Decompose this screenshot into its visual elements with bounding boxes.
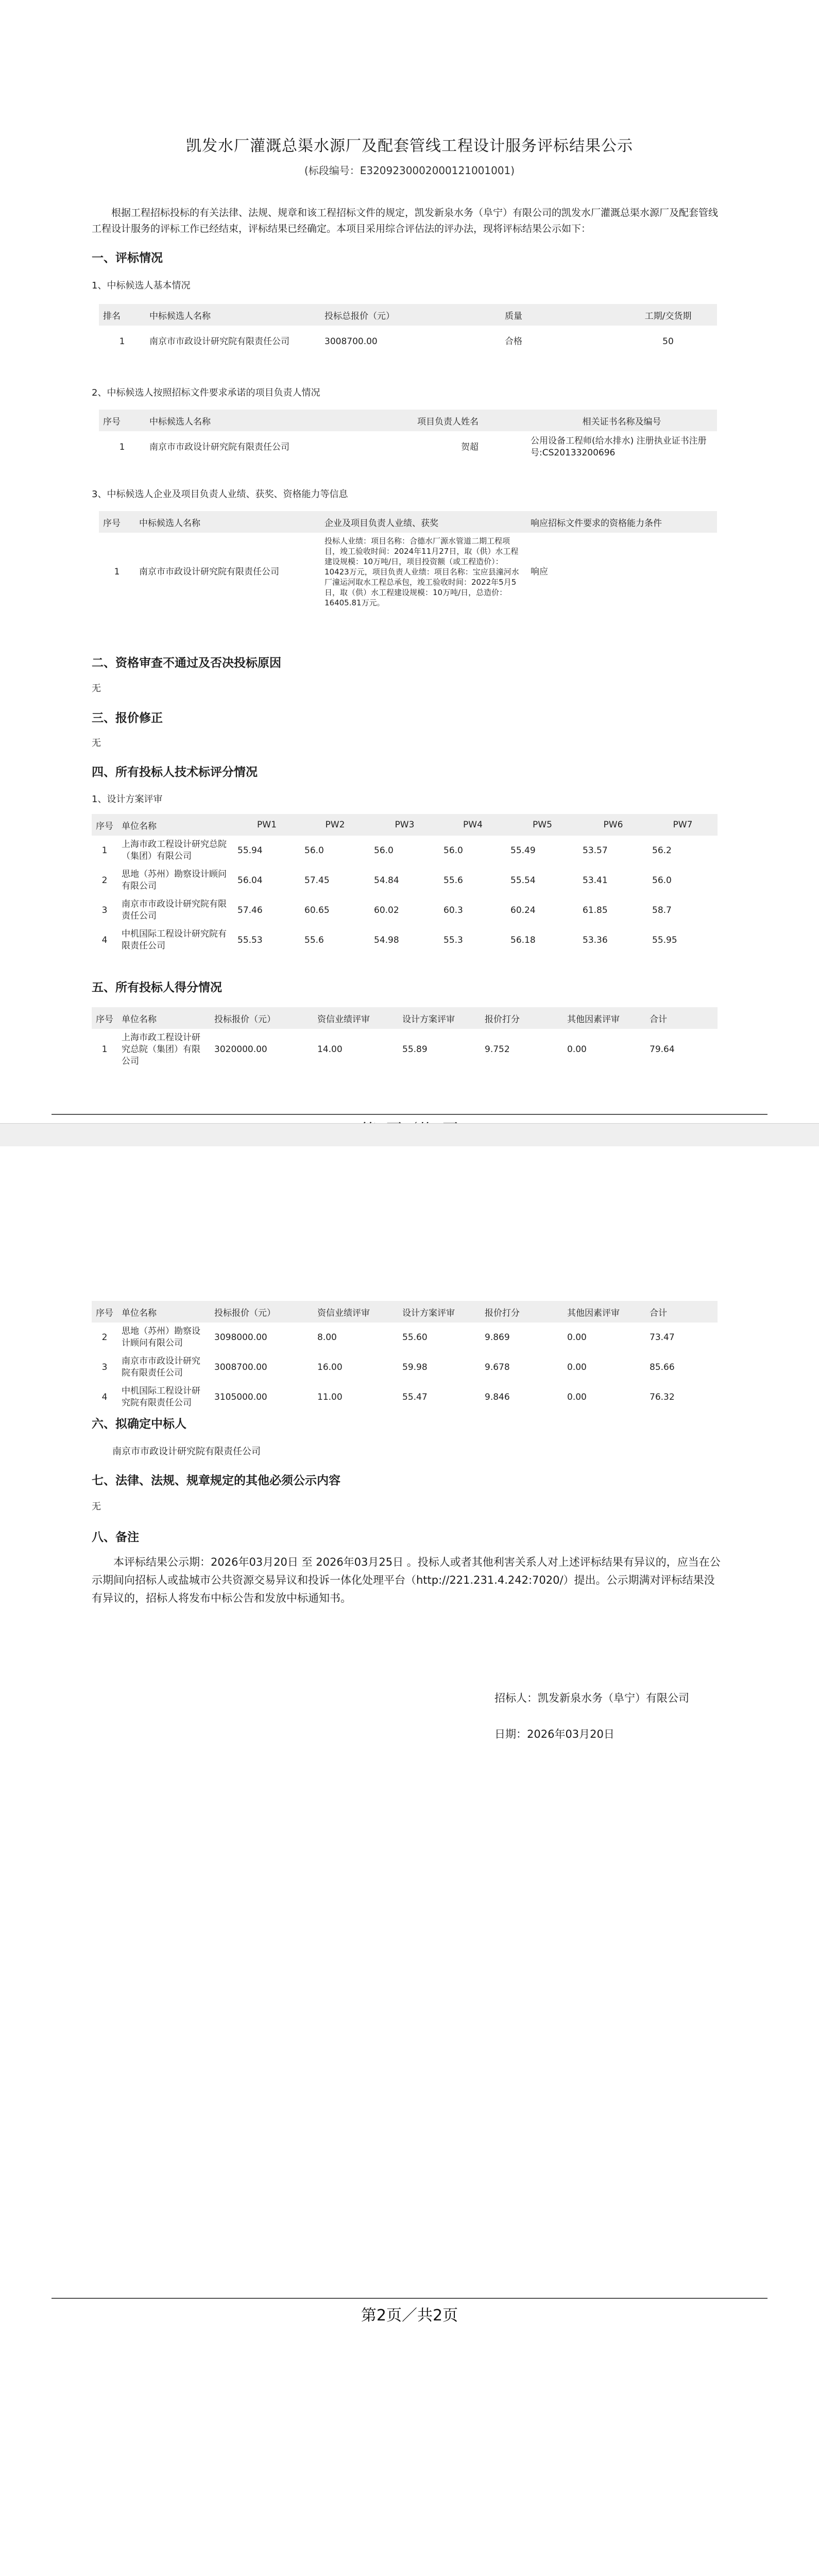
cell: 0.00 (567, 1362, 587, 1372)
project-leader-table (99, 410, 717, 463)
cell: 56.0 (443, 845, 463, 856)
cell: 南京市市政设计研究院有限责任公司 (122, 899, 227, 921)
col-header: 单位名称 (117, 1007, 210, 1029)
col-header: 项目负责人姓名 (413, 410, 526, 431)
col-header: 质量 (501, 304, 619, 326)
col-header: 中标候选人名称 (135, 511, 320, 533)
cell: 南京市市政设计研究院有限责任公司 (149, 336, 289, 347)
col-header: 序号 (92, 1007, 117, 1029)
col-header: 序号 (99, 410, 145, 431)
cell: 3 (101, 1362, 108, 1372)
cell: 中机国际工程设计研究院有限责任公司 (122, 929, 227, 951)
cell: 3020000.00 (214, 1044, 267, 1055)
cell: 1 (114, 566, 120, 577)
cell: 3008700.00 (214, 1362, 267, 1372)
col-header: 序号 (92, 814, 117, 836)
cell: 2 (101, 1332, 108, 1343)
cell: 3098000.00 (214, 1332, 267, 1343)
col-header: PW7 (648, 814, 718, 836)
page-separator (0, 1123, 819, 1147)
cell: 73.47 (650, 1332, 675, 1343)
col-header: 序号 (92, 1301, 117, 1323)
cell: 8.00 (317, 1332, 337, 1343)
page-1 (0, 0, 819, 1123)
cell: 57.46 (237, 905, 263, 916)
col-header: 资信业绩评审 (313, 1301, 398, 1323)
col-header: PW1 (233, 814, 300, 836)
table-row (92, 895, 718, 925)
section-2-heading: 二、资格审查不通过及否决投标原因 (92, 656, 281, 670)
cell: 南京市市政设计研究院有限责任公司 (122, 1356, 200, 1378)
cell: 公用设备工程师(给水排水) 注册执业证书注册号:CS20133200696 (531, 436, 707, 458)
cell: 投标人业绩：项目名称：合德水厂源水管道二期工程项目，竣工验收时间：2024年11月27日，取（供）水工程建设规模：10万吨/日，项目投资额（或工程造价）：10423万元，项目负责人业绩：项目名称：宝应县潼河水厂潼运河取水工程总承包，竣工验收时间：2022年5月5日，取（供）水工程建设规模：10万吨/日，总造价：16405.81万元。 (325, 536, 519, 607)
col-header: PW4 (439, 814, 506, 836)
table-row (92, 1029, 718, 1071)
cell: 响应 (531, 566, 548, 577)
col-header: 单位名称 (117, 1301, 210, 1323)
bid-number: (标段编号：E3209230002000121001001) (304, 164, 515, 177)
cell: 上海市政工程设计研究总院（集团）有限公司 (122, 1032, 200, 1066)
cell: 54.84 (374, 875, 399, 886)
page-2 (0, 1146, 819, 2326)
cell: 思地（苏州）勘察设计顾问有限公司 (122, 869, 227, 891)
col-header: 投标报价（元） (210, 1007, 313, 1029)
cell: 1 (101, 845, 108, 856)
cell: 59.98 (402, 1362, 428, 1372)
col-header: PW3 (370, 814, 439, 836)
section-1-heading: 一、评标情况 (92, 251, 163, 265)
section-1-sub-1: 1、中标候选人基本情况 (92, 280, 191, 291)
col-header: 响应招标文件要求的资格能力条件 (526, 511, 717, 533)
cell: 55.89 (402, 1044, 428, 1055)
col-header: 排名 (99, 304, 145, 326)
table-row (92, 925, 718, 955)
cell: 60.3 (443, 905, 463, 916)
col-header: 工期/交货期 (619, 304, 717, 326)
col-header: 中标候选人名称 (145, 304, 320, 326)
cell: 思地（苏州）勘察设计顾问有限公司 (122, 1326, 200, 1348)
section-1-sub-2: 2、中标候选人按照招标文件要求承诺的项目负责人情况 (92, 387, 320, 398)
section-5-heading: 五、所有投标人得分情况 (92, 981, 222, 994)
cell: 南京市市政设计研究院有限责任公司 (139, 566, 279, 577)
col-header: 其他因素评审 (563, 1301, 645, 1323)
table-row (99, 326, 717, 358)
table-row (99, 533, 717, 611)
cell: 3 (101, 905, 108, 916)
table-row (99, 431, 717, 463)
cell: 55.49 (510, 845, 536, 856)
col-header: 资信业绩评审 (313, 1007, 398, 1029)
cell: 55.6 (304, 935, 324, 945)
section-3-text: 无 (92, 738, 101, 749)
table-row (92, 1382, 718, 1412)
cell: 57.45 (304, 875, 330, 886)
cell: 55.94 (237, 845, 263, 856)
col-header: 序号 (99, 511, 135, 533)
section-2-text: 无 (92, 683, 101, 694)
tenderer-signature: 招标人：凯发新泉水务（阜宁）有限公司 (494, 1692, 689, 1704)
cell: 4 (101, 1392, 108, 1402)
cell: 贺超 (461, 442, 479, 452)
cell: 55.53 (237, 935, 263, 945)
table-row (92, 1352, 718, 1382)
total-score-table-part-2 (92, 1301, 718, 1412)
cell: 55.54 (510, 875, 536, 886)
cell: 11.00 (317, 1392, 343, 1402)
cell: 60.65 (304, 905, 330, 916)
cell: 0.00 (567, 1332, 587, 1343)
col-header: 设计方案评审 (398, 1007, 481, 1029)
cell: 54.98 (374, 935, 399, 945)
section-6-text: 南京市市政设计研究院有限责任公司 (112, 1446, 261, 1457)
candidate-basic-table (99, 304, 717, 358)
table-row (92, 866, 718, 895)
cell: 1 (119, 336, 125, 347)
col-header: 报价打分 (481, 1007, 563, 1029)
cell: 3105000.00 (214, 1392, 267, 1402)
cell: 56.2 (652, 845, 672, 856)
col-header: 单位名称 (117, 814, 233, 836)
cell: 56.0 (652, 875, 672, 886)
page-bottom-rule (52, 2298, 767, 2299)
cell: 1 (119, 442, 125, 452)
cell: 53.36 (583, 935, 608, 945)
cell: 14.00 (317, 1044, 343, 1055)
section-4-heading: 四、所有投标人技术标评分情况 (92, 766, 258, 779)
section-7-text: 无 (92, 1501, 101, 1512)
col-header: 报价打分 (481, 1301, 563, 1323)
cell: 53.41 (583, 875, 608, 886)
cell: 9.846 (485, 1392, 510, 1402)
cell: 55.3 (443, 935, 463, 945)
cell: 55.6 (443, 875, 463, 886)
cell: 9.869 (485, 1332, 510, 1343)
announce-date: 日期：2026年03月20日 (494, 1728, 615, 1740)
col-header: 投标报价（元） (210, 1301, 313, 1323)
cell: 9.678 (485, 1362, 510, 1372)
performance-table (99, 511, 717, 611)
cell: 9.752 (485, 1044, 510, 1055)
cell: 55.47 (402, 1392, 428, 1402)
technical-score-table (92, 814, 718, 955)
cell: 79.64 (650, 1044, 675, 1055)
page-number: 第2页／共2页 (361, 2307, 458, 2325)
total-score-table-part-1 (92, 1007, 718, 1071)
cell: 56.0 (304, 845, 324, 856)
cell: 60.24 (510, 905, 536, 916)
cell: 55.60 (402, 1332, 428, 1343)
col-header: 合计 (645, 1301, 718, 1323)
table-row (92, 1323, 718, 1352)
cell: 4 (101, 935, 108, 945)
cell: 16.00 (317, 1362, 343, 1372)
section-4-sub-1: 1、设计方案评审 (92, 794, 163, 805)
section-7-heading: 七、法律、法规、规章规定的其他必须公示内容 (92, 1474, 340, 1487)
cell: 南京市市政设计研究院有限责任公司 (149, 442, 289, 452)
cell: 合格 (505, 336, 522, 347)
cell: 1 (101, 1044, 108, 1055)
section-8-heading: 八、备注 (92, 1531, 139, 1544)
cell: 61.85 (583, 905, 608, 916)
col-header: 企业及项目负责人业绩、获奖 (320, 511, 526, 533)
section-8-text: 本评标结果公示期：2026年03月20日 至 2026年03月25日 。投标人或者其他利害关系人对上述评标结果有异议的，应当在公示期间向招标人或盐城市公共资源交易异议和投诉一体化处理平台（http://221.231.4.242:7020/）提出。公示期满对评标结果没有异议的，招标人将发布中标公告和发放中标通知书。 (92, 1556, 721, 1604)
cell: 60.02 (374, 905, 399, 916)
section-1-sub-3: 3、中标候选人企业及项目负责人业绩、获奖、资格能力等信息 (92, 489, 348, 500)
col-header: 相关证书名称及编号 (526, 410, 717, 431)
cell: 85.66 (650, 1362, 675, 1372)
col-header: PW2 (300, 814, 370, 836)
page-bottom-rule (52, 1114, 767, 1115)
cell: 55.95 (652, 935, 677, 945)
cell: 上海市政工程设计研究总院（集团）有限公司 (122, 839, 227, 861)
intro-paragraph: 根据工程招标投标的有关法律、法规、规章和该工程招标文件的规定，凯发新泉水务（阜宁）有限公司的凯发水厂灌溉总渠水源厂及配套管线工程设计服务的评标工作已经结束，评标结果已经确定。本项目采用综合评估法的评办法，现将评标结果公示如下： (92, 207, 719, 234)
col-header: 其他因素评审 (563, 1007, 645, 1029)
cell: 50 (662, 336, 674, 347)
col-header: 投标总报价（元） (320, 304, 501, 326)
cell: 58.7 (652, 905, 672, 916)
cell: 中机国际工程设计研究院有限责任公司 (122, 1386, 200, 1408)
col-header: 设计方案评审 (398, 1301, 481, 1323)
cell: 56.18 (510, 935, 536, 945)
cell: 2 (101, 875, 108, 886)
col-header: PW5 (506, 814, 578, 836)
document-title: 凯发水厂灌溉总渠水源厂及配套管线工程设计服务评标结果公示 (186, 137, 633, 155)
cell: 56.04 (237, 875, 263, 886)
col-header: 中标候选人名称 (145, 410, 413, 431)
cell: 0.00 (567, 1392, 587, 1402)
table-row (92, 836, 718, 866)
cell: 3008700.00 (325, 336, 378, 347)
section-6-heading: 六、拟确定中标人 (92, 1417, 186, 1431)
cell: 0.00 (567, 1044, 587, 1055)
cell: 56.0 (374, 845, 394, 856)
section-3-heading: 三、报价修正 (92, 711, 163, 725)
cell: 53.57 (583, 845, 608, 856)
col-header: 合计 (645, 1007, 718, 1029)
cell: 76.32 (650, 1392, 675, 1402)
col-header: PW6 (578, 814, 648, 836)
